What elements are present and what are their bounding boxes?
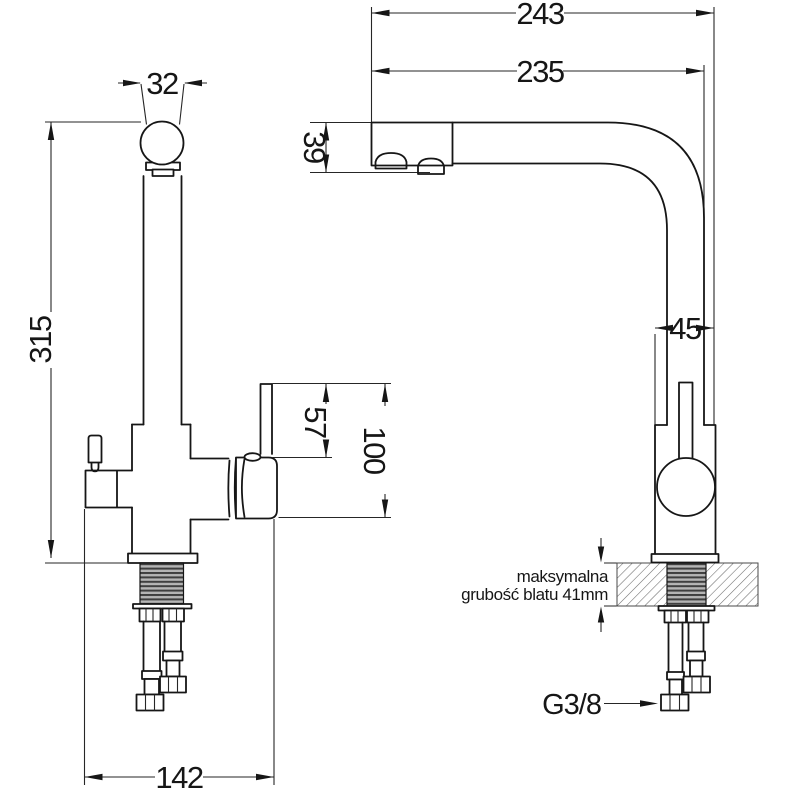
hose-connector-right (687, 611, 709, 623)
handle-knob (657, 458, 715, 516)
handle-lever-rod-side (679, 383, 693, 459)
supply-hose-left (669, 623, 683, 673)
handle-joint (228, 458, 236, 518)
hose-connector-right (163, 609, 185, 622)
hose-fitting (670, 680, 683, 695)
arrowhead (686, 68, 704, 74)
front-faucet-outline (86, 122, 278, 711)
dim-handle-drop-label: 100 (357, 426, 392, 474)
arrowhead (640, 700, 658, 706)
base-flange (128, 554, 198, 564)
hose-nut-right (160, 677, 186, 693)
hose-fitting (142, 671, 162, 679)
dim-head-height-label: 39 (297, 131, 332, 163)
handle-pivot-cap (245, 453, 261, 461)
filter-lever (89, 436, 102, 472)
arrowhead (48, 122, 54, 140)
hose-fitting (145, 679, 160, 695)
dim-body-width-label: 45 (669, 311, 701, 346)
ext-base-width (85, 509, 275, 785)
arrowhead (372, 68, 390, 74)
supply-hose-right (165, 622, 182, 652)
spout-head (372, 123, 453, 166)
arrowhead (256, 774, 274, 780)
spout-ball-head (141, 122, 184, 165)
mounting-thread-side (667, 563, 706, 606)
mounting-thread (140, 563, 184, 604)
body-sides (132, 425, 191, 554)
supply-hose-left (144, 622, 161, 672)
connection-thread-label: G3/8 (542, 689, 601, 721)
front-view (23, 66, 392, 795)
arrowhead (382, 384, 388, 402)
filter-outlet-left (86, 471, 133, 508)
hose-fitting (690, 661, 703, 677)
spout-collar-lower (153, 170, 174, 177)
arrowhead (184, 80, 202, 86)
dim-total-reach-label: 243 (516, 0, 564, 31)
arrowhead (323, 384, 329, 402)
arrowhead (48, 540, 54, 558)
hose-connector-left (665, 611, 687, 623)
hose-fitting (167, 661, 180, 677)
dim-base-width-label: 142 (155, 760, 203, 795)
counter-note-line1: maksymalna (516, 567, 608, 586)
base-flange-side (652, 554, 719, 563)
hose-fitting (163, 652, 183, 661)
spout-arm-inner (453, 164, 668, 426)
arrowhead (696, 10, 714, 16)
handle-arm (191, 459, 229, 520)
arrowhead (85, 774, 103, 780)
hose-fitting (667, 672, 684, 680)
side-faucet-outline (372, 123, 719, 711)
dim-lever-height-label: 57 (298, 406, 333, 438)
dim-spout-width-label: 32 (146, 66, 178, 101)
arrowhead (372, 10, 390, 16)
arrowhead (598, 547, 604, 563)
arrowhead (598, 607, 604, 623)
counter-note-line2: grubość blatu 41mm (461, 585, 608, 604)
hose-nut-left (661, 695, 689, 711)
supply-hose-right (689, 623, 704, 652)
arrowhead (382, 500, 388, 518)
spout-column (144, 176, 182, 425)
side-view (297, 0, 758, 721)
front-extension-lines (45, 80, 391, 785)
hose-nut-left (137, 695, 164, 711)
handle-lever-rod (261, 384, 273, 454)
hose-connector-left (140, 609, 161, 622)
hose-nut-right (684, 677, 711, 693)
hose-fitting (687, 652, 705, 661)
dim-spout-reach-label: 235 (516, 54, 564, 89)
arrowhead (123, 80, 141, 86)
arrowhead (323, 440, 329, 458)
dim-total-height-label: 315 (23, 316, 58, 364)
